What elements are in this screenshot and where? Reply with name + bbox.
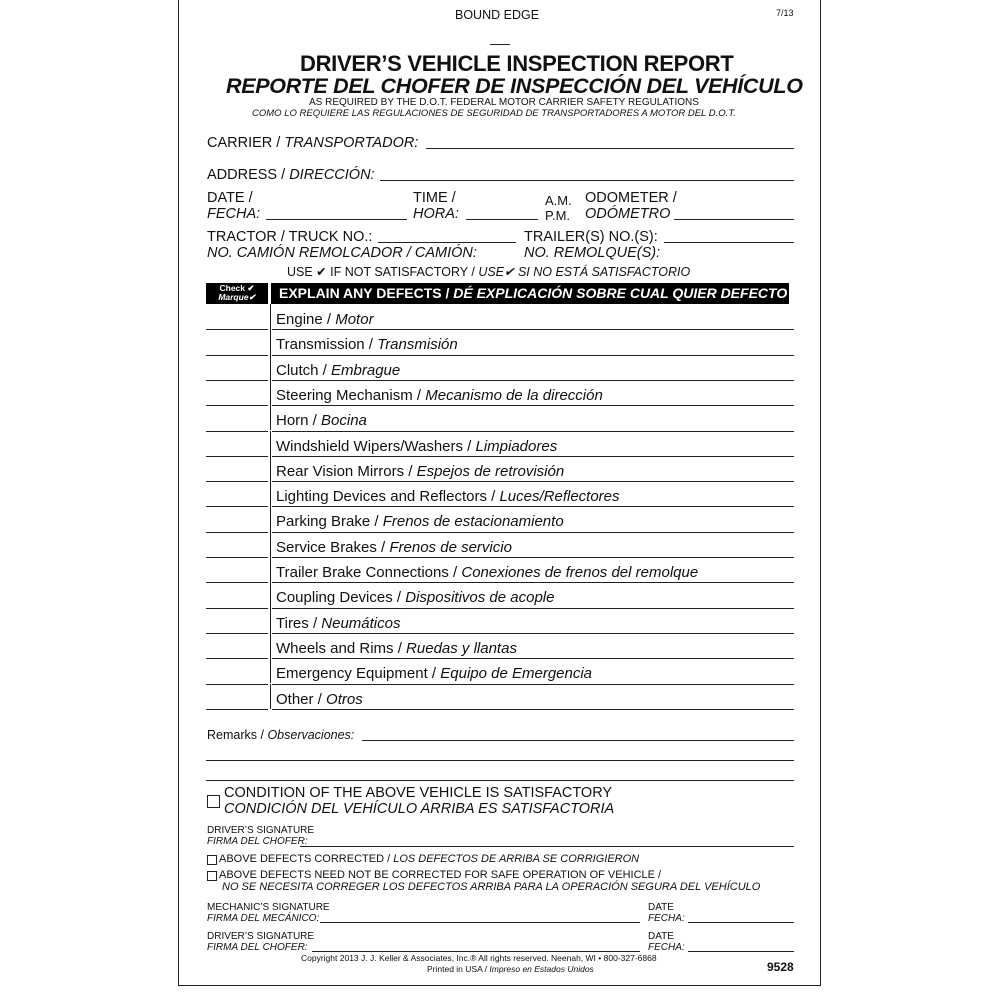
- check-field[interactable]: [206, 582, 268, 583]
- pm-label: P.M.: [545, 208, 571, 223]
- printed-in-text: Printed in USA / Impreso en Estados Unidos: [427, 964, 594, 974]
- defect-item: Lighting Devices and Reflectors / Luces/Reflectores: [276, 488, 620, 506]
- check-field[interactable]: [206, 481, 268, 482]
- defect-explain-field[interactable]: [272, 405, 794, 406]
- defect-explain-field[interactable]: [272, 355, 794, 356]
- mechanic-signature-label-en: MECHANIC’S SIGNATURE: [207, 902, 330, 913]
- trailer-field[interactable]: [664, 242, 794, 243]
- odometer-label-es: ODÓMETRO: [585, 206, 671, 222]
- defect-item: Steering Mechanism / Mecanismo de la dirección: [276, 386, 603, 404]
- check-field[interactable]: [206, 355, 268, 356]
- driver-date-label-en: DATE: [648, 931, 674, 942]
- defect-item: Rear Vision Mirrors / Espejos de retrovisión: [276, 462, 565, 480]
- defect-item: Windshield Wipers/Washers / Limpiadores: [276, 437, 558, 455]
- defect-item: Service Brakes / Frenos de servicio: [276, 538, 512, 556]
- defect-item: Engine / Motor: [276, 311, 374, 328]
- driver-signature-label-es: FIRMA DEL CHOFER:: [207, 836, 308, 847]
- mechanic-date-label-es: FECHA:: [648, 913, 685, 924]
- defects-not-needed-english: ABOVE DEFECTS NEED NOT BE CORRECTED FOR SAFE OPERATION OF VEHICLE /: [219, 869, 662, 881]
- check-field[interactable]: [206, 456, 268, 457]
- check-field[interactable]: [206, 658, 268, 659]
- odometer-field[interactable]: [674, 219, 794, 220]
- address-field[interactable]: [380, 180, 794, 181]
- title-spanish: REPORTE DEL CHOFER DE INSPECCIÓN DEL VEHÍCULO: [226, 74, 803, 98]
- use-check-instruction: USE ✔ IF NOT SATISFACTORY / USE✔ SI NO ESTÁ SATISFACTORIO: [287, 265, 691, 279]
- check-field[interactable]: [206, 684, 268, 685]
- defect-explain-field[interactable]: [272, 456, 794, 457]
- tractor-label-en: TRACTOR / TRUCK NO.:: [207, 229, 373, 245]
- defect-item: Horn / Bocina: [276, 412, 367, 430]
- remarks-line-1[interactable]: [362, 740, 794, 741]
- row-divider: [270, 431, 271, 456]
- am-label: A.M.: [545, 193, 572, 208]
- defect-explain-field[interactable]: [272, 608, 794, 609]
- carrier-label: CARRIER / TRANSPORTADOR:: [207, 135, 419, 151]
- defects-corrected-label: ABOVE DEFECTS CORRECTED / LOS DEFECTOS DE ARRIBA SE CORRIGIERON: [219, 853, 640, 865]
- defect-item: Parking Brake / Frenos de estacionamiento: [276, 513, 564, 531]
- check-field[interactable]: [206, 608, 268, 609]
- mechanic-date-field[interactable]: [688, 922, 794, 923]
- tractor-field[interactable]: [378, 242, 516, 243]
- defects-column-header: EXPLAIN ANY DEFECTS / DÉ EXPLICACIÓN SOBRE CUAL QUIER DEFECTO: [271, 283, 789, 304]
- row-divider: [270, 608, 271, 633]
- driver-signature-field-2[interactable]: [312, 951, 640, 952]
- driver-signature-2-label-es: FIRMA DEL CHOFER:: [207, 942, 308, 953]
- row-divider: [270, 380, 271, 405]
- regulation-english: AS REQUIRED BY THE D.O.T. FEDERAL MOTOR CARRIER SAFETY REGULATIONS: [309, 97, 699, 108]
- defects-not-needed-checkbox[interactable]: [207, 871, 217, 881]
- driver-date-label-es: FECHA:: [648, 942, 685, 953]
- driver-date-field[interactable]: [688, 951, 794, 952]
- remarks-line-3[interactable]: [206, 780, 794, 781]
- check-field[interactable]: [206, 405, 268, 406]
- check-field[interactable]: [206, 557, 268, 558]
- defect-explain-field[interactable]: [272, 380, 794, 381]
- check-field[interactable]: [206, 506, 268, 507]
- row-divider: [270, 582, 271, 607]
- title-english: DRIVER’S VEHICLE INSPECTION REPORT: [300, 51, 734, 76]
- row-divider: [270, 557, 271, 582]
- defect-item: Transmission / Transmisión: [276, 336, 458, 354]
- check-column-header: Check ✔ Marque✔: [206, 283, 268, 304]
- defect-explain-field[interactable]: [272, 658, 794, 659]
- check-field[interactable]: [206, 329, 268, 330]
- defect-item: Coupling Devices / Dispositivos de acople: [276, 589, 555, 607]
- defect-explain-field[interactable]: [272, 709, 794, 710]
- row-divider: [270, 304, 271, 329]
- defect-explain-field[interactable]: [272, 582, 794, 583]
- row-divider: [270, 633, 271, 658]
- defect-explain-field[interactable]: [272, 506, 794, 507]
- row-divider: [270, 355, 271, 380]
- row-divider: [270, 532, 271, 557]
- carrier-field[interactable]: [426, 148, 794, 149]
- condition-spanish: CONDICIÓN DEL VEHÍCULO ARRIBA ES SATISFACTORIA: [224, 801, 615, 817]
- bound-edge-label: BOUND EDGE: [455, 8, 540, 22]
- defect-explain-field[interactable]: [272, 633, 794, 634]
- defect-explain-field[interactable]: [272, 431, 794, 432]
- row-divider: [270, 456, 271, 481]
- regulation-spanish: COMO LO REQUIERE LAS REGULACIONES DE SEGURIDAD DE TRANSPORTADORES A MOTOR DEL D.O.T.: [252, 108, 736, 119]
- bound-edge-mark: [490, 44, 510, 45]
- date-field[interactable]: [266, 219, 407, 220]
- mechanic-date-label-en: DATE: [648, 902, 674, 913]
- defect-explain-field[interactable]: [272, 557, 794, 558]
- defects-not-needed-spanish: NO SE NECESITA CORREGER LOS DEFECTOS ARRIBA PARA LA OPERACIÓN SEGURA DEL VEHÍCULO: [222, 881, 761, 893]
- check-field[interactable]: [206, 709, 268, 710]
- defects-corrected-checkbox[interactable]: [207, 855, 217, 865]
- trailer-label-en: TRAILER(S) NO.(S):: [524, 229, 658, 245]
- defect-item: Trailer Brake Connections / Conexiones de frenos del remolque: [276, 564, 699, 581]
- row-divider: [270, 405, 271, 430]
- defect-item: Other / Otros: [276, 690, 363, 708]
- driver-signature-field-1[interactable]: [300, 846, 794, 847]
- row-divider: [270, 658, 271, 683]
- date-label-en: DATE /: [207, 190, 253, 206]
- defect-explain-field[interactable]: [272, 329, 794, 330]
- revision-date: 7/13: [776, 8, 794, 18]
- check-field[interactable]: [206, 532, 268, 533]
- satisfactory-checkbox[interactable]: [207, 795, 220, 808]
- remarks-line-2[interactable]: [206, 760, 794, 761]
- form-number: 9528: [767, 960, 794, 974]
- defect-explain-field[interactable]: [272, 684, 794, 685]
- mechanic-signature-field[interactable]: [320, 922, 640, 923]
- check-field[interactable]: [206, 633, 268, 634]
- defect-explain-field[interactable]: [272, 481, 794, 482]
- check-field[interactable]: [206, 431, 268, 432]
- defect-item: Wheels and Rims / Ruedas y llantas: [276, 639, 517, 657]
- time-field[interactable]: [466, 219, 538, 220]
- row-divider: [270, 329, 271, 354]
- condition-english: CONDITION OF THE ABOVE VEHICLE IS SATISFACTORY: [224, 785, 613, 801]
- copyright-text: Copyright 2013 J. J. Keller & Associates, Inc.® All rights reserved. Neenah, WI • 800-327-6868: [301, 953, 657, 963]
- check-field[interactable]: [206, 380, 268, 381]
- mechanic-signature-label-es: FIRMA DEL MECÁNICO:: [207, 913, 320, 924]
- time-label-en: TIME /: [413, 190, 456, 206]
- date-label-es: FECHA:: [207, 206, 261, 222]
- defect-explain-field[interactable]: [272, 532, 794, 533]
- defect-item: Clutch / Embrague: [276, 361, 401, 379]
- trailer-label-es: NO. REMOLQUE(S):: [524, 245, 661, 261]
- tractor-label-es: NO. CAMIÓN REMOLCADOR / CAMIÓN:: [207, 245, 477, 261]
- defect-item: Tires / Neumáticos: [276, 614, 401, 632]
- row-divider: [270, 506, 271, 531]
- defect-item: Emergency Equipment / Equipo de Emergencia: [276, 665, 593, 683]
- address-label: ADDRESS / DIRECCIÓN:: [207, 167, 375, 183]
- odometer-label-en: ODOMETER /: [585, 190, 677, 206]
- driver-signature-label-en: DRIVER’S SIGNATURE: [207, 825, 315, 836]
- row-divider: [270, 481, 271, 506]
- time-label-es: HORA:: [413, 206, 459, 222]
- driver-signature-2-label-en: DRIVER’S SIGNATURE: [207, 931, 315, 942]
- row-divider: [270, 684, 271, 709]
- remarks-label: Remarks / Observaciones:: [207, 728, 355, 742]
